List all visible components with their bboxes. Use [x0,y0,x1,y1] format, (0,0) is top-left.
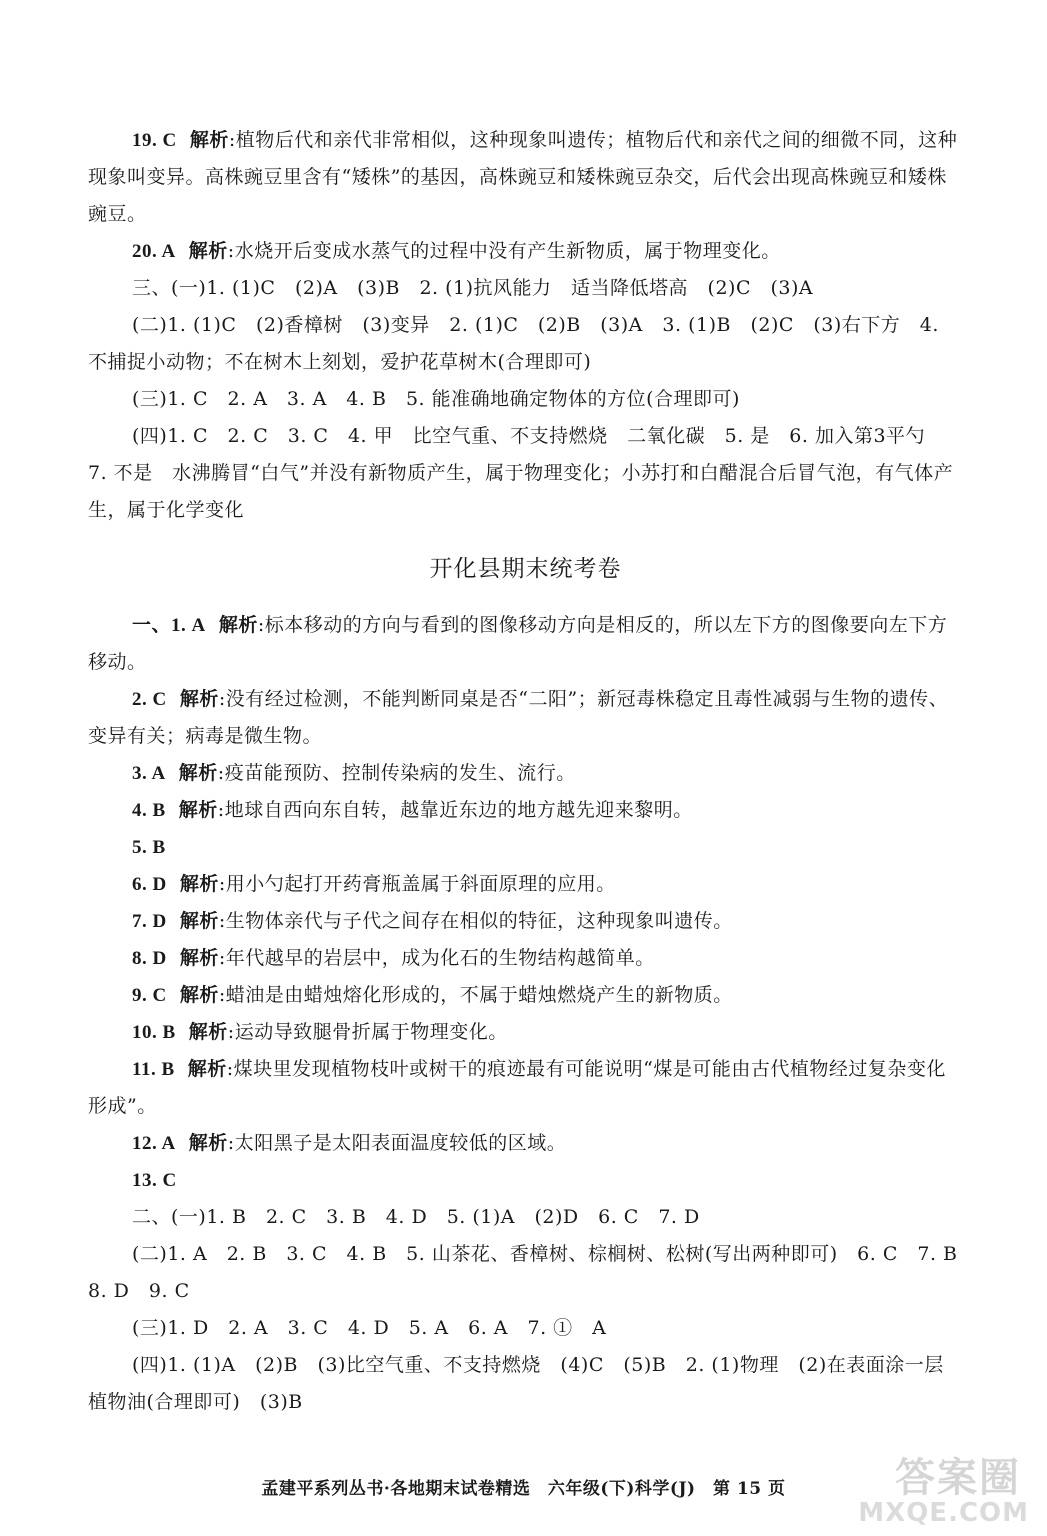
answer-line [88,1236,978,1310]
analysis-text: :年代越早的岩层中，成为化石的生物结构越简单。 [218,947,655,969]
question-number: 9. C [132,985,167,1006]
watermark-url: MXQE.COM [858,1498,1029,1528]
answer-line [88,1347,963,1421]
answer-line [88,940,963,977]
question-number: 一、1. A [132,615,206,636]
answer-line [88,122,963,233]
bottom-answer-block [88,607,978,1421]
analysis-label: 解析 [187,1058,227,1080]
answer-line [88,418,963,529]
answer-line [88,755,963,792]
question-number: 6. D [132,874,167,895]
answer-text: (四)1. C 2. C 3. C 4. 甲 比空气重、不支持燃烧 二氧化碳 5. 是 6. 加入第3平勺 7. 不是 水沸腾冒“白气”并没有新物质产生，属于物理变化；小苏打和白醋混合后冒气泡，有气体产生，属于化学变化 [88,425,954,521]
analysis-text: :生物体亲代与子代之间存在相似的特征，这种现象叫遗传。 [218,910,733,932]
answer-line [88,1125,963,1162]
top-answer-block [88,122,963,529]
analysis-label: 解析 [179,873,219,895]
question-number: 10. B [132,1022,176,1043]
analysis-label: 解析 [179,947,219,969]
question-number: 11. B [132,1059,175,1080]
analysis-text: :水烧开后变成水蒸气的过程中没有产生新物质，属于物理变化。 [227,240,781,262]
section-title: 开化县期末统考卷 [429,556,622,582]
answer-line [88,607,963,681]
analysis-label: 解析 [188,1021,228,1043]
answer-text: (二)1. (1)C (2)香樟树 (3)变异 2. (1)C (2)B (3)A 3. (1)B (2)C (3)右下方 4. 不捕捉小动物；不在树木上刻划，爱护花草树木(合理即可) [88,314,939,373]
answer-line [88,829,963,866]
answer-line [88,1014,963,1051]
answer-line [88,792,963,829]
answer-text: (四)1. (1)A (2)B (3)比空气重、不支持燃烧 (4)C (5)B 2. (1)物理 (2)在表面涂一层植物油(合理即可) (3)B [88,1354,944,1413]
question-number: 20. A [132,241,176,262]
question-number: 12. A [132,1133,176,1154]
answer-line [88,1310,963,1347]
answer-line [88,381,963,418]
page-content [88,122,978,1421]
answer-text: 三、(一)1. (1)C (2)A (3)B 2. (1)抗风能力 适当降低塔高 (2)C (3)A [132,277,814,299]
answer-line [88,1199,963,1236]
analysis-label: 解析 [179,910,219,932]
answer-line [88,1051,963,1125]
analysis-text: :没有经过检测，不能判断同桌是否“二阳”；新冠毒株稳定且毒性减弱与生物的遗传、变异有关；病毒是微生物。 [88,688,949,747]
analysis-label: 解析 [188,1132,228,1154]
answer-line [88,1162,963,1199]
question-number: 13. C [132,1170,177,1191]
answer-line [88,977,963,1014]
question-number: 2. C [132,689,167,710]
analysis-text: :植物后代和亲代非常相似，这种现象叫遗传；植物后代和亲代之间的细微不同，这种现象叫变异。高株豌豆里含有“矮株”的基因，高株豌豆和矮株豌豆杂交，后代会出现高株豌豆和矮株豌豆。 [88,129,958,225]
answer-line [88,903,963,940]
analysis-label: 解析 [189,129,229,151]
answer-line [88,233,963,270]
analysis-text: :标本移动的方向与看到的图像移动方向是相反的，所以左下方的图像要向左下方移动。 [88,614,948,673]
analysis-text: :疫苗能预防、控制传染病的发生、流行。 [217,762,576,784]
answer-line [88,270,963,307]
analysis-label: 解析 [178,762,218,784]
analysis-label: 解析 [179,984,219,1006]
question-number: 5. B [132,837,166,858]
answer-text: (三)1. C 2. A 3. A 4. B 5. 能准确地确定物体的方位(合理即可) [132,388,740,410]
analysis-label: 解析 [178,799,218,821]
question-number: 4. B [132,800,166,821]
question-number: 8. D [132,948,167,969]
analysis-label: 解析 [188,240,228,262]
answer-text: (三)1. D 2. A 3. C 4. D 5. A 6. A 7. ① A [132,1317,607,1339]
analysis-text: :地球自西向东自转，越靠近东边的地方越先迎来黎明。 [217,799,693,821]
watermark-logo [839,1440,1039,1530]
page-footer: 孟建平系列丛书·各地期末试卷精选 六年级(下)科学(J) 第 15 页 [261,1479,786,1499]
answer-line [88,681,963,755]
answer-line [88,307,963,381]
answer-text: 二、(一)1. B 2. C 3. B 4. D 5. (1)A (2)D 6. C 7. D [132,1206,700,1228]
analysis-text: :煤块里发现植物枝叶或树干的痕迹最有可能说明“煤是可能由古代植物经过复杂变化形成”。 [88,1058,946,1117]
analysis-label: 解析 [218,614,258,636]
watermark-text: 答案圈 [895,1455,1021,1501]
question-number: 3. A [132,763,166,784]
answer-text: (二)1. A 2. B 3. C 4. B 5. 山茶花、香樟树、棕榈树、松树(写出两种即可) 6. C 7. B 8. D 9. C [88,1243,978,1302]
analysis-label: 解析 [179,688,219,710]
question-number: 7. D [132,911,167,932]
analysis-text: :用小勺起打开药膏瓶盖属于斜面原理的应用。 [218,873,616,895]
question-number: 19. C [132,130,177,151]
analysis-text: :太阳黑子是太阳表面温度较低的区域。 [227,1132,567,1154]
analysis-text: :运动导致腿骨折属于物理变化。 [227,1021,508,1043]
answer-line [88,866,963,903]
analysis-text: :蜡油是由蜡烛熔化形成的，不属于蜡烛燃烧产生的新物质。 [218,984,733,1006]
